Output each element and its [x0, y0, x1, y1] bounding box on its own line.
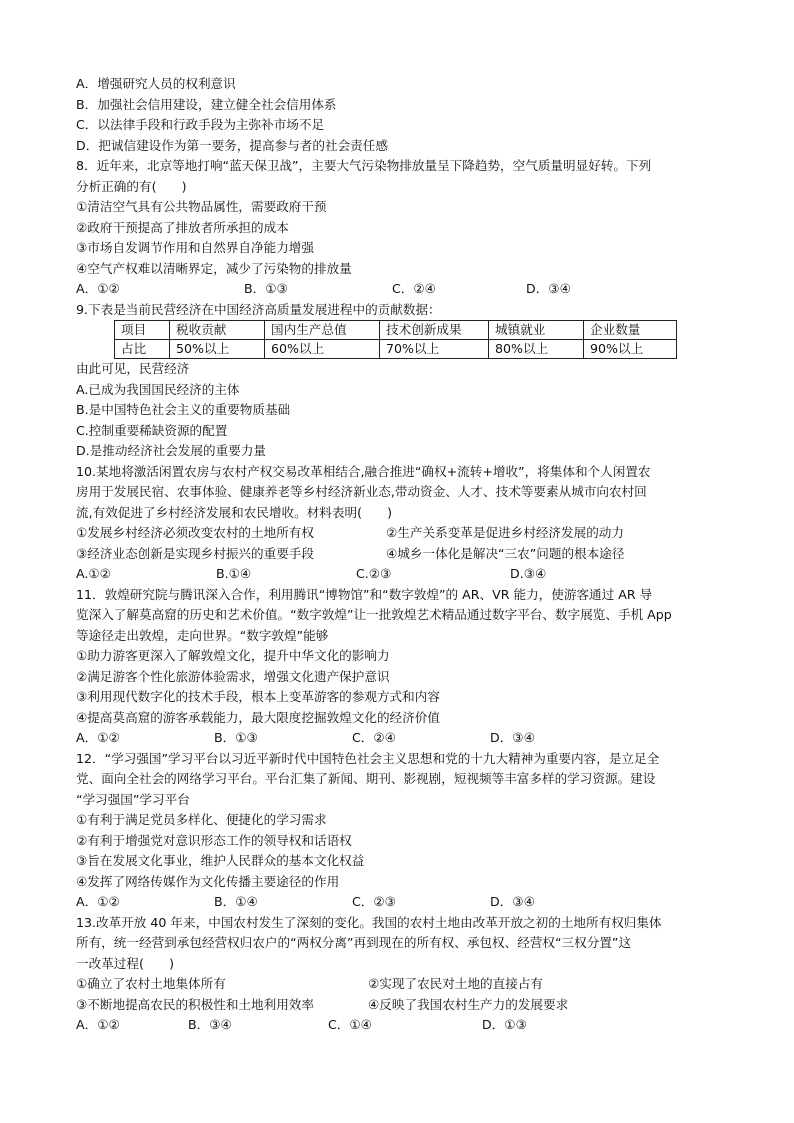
q11-option-d: D．③④ — [490, 730, 535, 745]
table-cell: 税收贡献 — [170, 321, 265, 340]
q7-option-c: C．以法律手段和行政手段为主弥补市场不足 — [76, 117, 325, 132]
q13-options — [76, 1015, 726, 1036]
q13-item-3: ③不断地提高农民的积极性和土地利用效率 — [76, 996, 314, 1012]
q13-items-row-2 — [76, 995, 726, 1016]
q12-option-a: A．①② — [76, 894, 120, 909]
q13-item-1: ①确立了农村土地集体所有 — [76, 976, 226, 991]
q8-item-4: ④空气产权难以清晰界定，减少了污染物的排放量 — [76, 260, 352, 276]
table-cell: 50%以上 — [170, 340, 265, 359]
q12-stem-line-1: 12．“学习强国”学习平台以习近平新时代中国特色社会主义思想和党的十九大精神为重要内容，是立足全 — [76, 750, 660, 766]
q10-item-3: ③经济业态创新是实现乡村振兴的重要手段 — [76, 545, 314, 561]
q12-option-c: C．②③ — [352, 894, 396, 909]
q10-items-row-1 — [76, 523, 726, 544]
q9-stem: 9.下表是当前民营经济在中国经济高质量发展进程中的贡献数据： — [76, 301, 441, 317]
q8-option-a: A．①② — [76, 281, 120, 296]
q9-lead: 由此可见，民营经济 — [76, 361, 190, 376]
q12-item-4: ④发挥了网络传媒作为文化传播主要途径的作用 — [76, 873, 340, 889]
q10-item-4: ④城乡一体化是解决“三农”问题的根本途径 — [386, 545, 625, 561]
q10-option-b: B.①④ — [216, 566, 252, 581]
q8-option-d: D．③④ — [526, 281, 571, 296]
q13-stem-line-1: 13.改革开放 40 年来，中国农村发生了深刻的变化。我国的农村土地由改革开放之初的土地所有权归集体 — [76, 914, 662, 930]
q10-option-c: C.②③ — [356, 566, 392, 581]
q8-stem-line-1: 8．近年来，北京等地打响“蓝天保卫战”，主要大气污染物排放量呈下降趋势，空气质量明显好转。下列 — [76, 158, 652, 173]
table-header-row — [115, 321, 677, 340]
q11-options — [76, 728, 726, 749]
q12-option-b: B．①④ — [214, 894, 258, 909]
table-cell: 城镇就业 — [489, 321, 584, 340]
q13-stem-line-2: 所有，统一经营到承包经营权归农户的“两权分离”再到现在的所有权、承包权、经营权“三权分置”这 — [76, 935, 632, 950]
table-cell: 国内生产总值 — [265, 321, 380, 340]
q9-table — [114, 320, 677, 359]
q12-stem-line-2: 党、面向全社会的网络学习平台。平台汇集了新闻、期刊、影视剧，短视频等丰富多样的学习资源。建设 — [76, 771, 656, 786]
q12-item-1: ①有利于满足党员多样化、便捷化的学习需求 — [76, 812, 327, 827]
q12-options — [76, 892, 726, 913]
q8-options — [76, 279, 726, 300]
q9-option-b: B.是中国特色社会主义的重要物质基础 — [76, 402, 291, 417]
q13-items-row-1 — [76, 974, 726, 995]
q11-stem-line-2: 览深入了解莫高窟的历史和艺术价值。“数字敦煌”让一批敦煌艺术精品通过数字平台、数字展览、手机 App — [76, 607, 672, 622]
q8-item-2: ②政府干预提高了排放者所承担的成本 — [76, 219, 289, 235]
q7-option-b: B．加强社会信用建设，建立健全社会信用体系 — [76, 96, 337, 112]
q8-stem-line-2: 分析正确的有( ) — [76, 178, 187, 194]
q13-option-d: D．①③ — [482, 1017, 527, 1032]
q10-stem-line-3: 流,有效促进了乡村经济发展和农民增收。材料表明( ) — [76, 504, 393, 520]
q9-option-c: C.控制重要稀缺资源的配置 — [76, 422, 228, 438]
q11-stem-line-3: 等途径走出敦煌，走向世界。“数字敦煌”能够 — [76, 627, 329, 643]
q10-item-1: ①发展乡村经济必须改变农村的土地所有权 — [76, 525, 314, 540]
q10-options — [76, 564, 726, 585]
table-cell: 企业数量 — [584, 321, 677, 340]
q13-item-2: ②实现了农民对土地的直接占有 — [368, 976, 544, 991]
exam-page — [76, 74, 726, 1036]
q11-option-a: A．①② — [76, 730, 120, 745]
q11-stem-line-1: 11．敦煌研究院与腾讯深入合作，利用腾讯“博物馆”和“数字敦煌”的 AR、VR 能力，使游客通过 AR 导 — [76, 586, 653, 602]
q10-stem-line-2: 房用于发展民宿、农事体验、健康养老等乡村经济新业态,带动资金、人才、技术等要素从城市向农村回 — [76, 484, 647, 499]
q13-item-4: ④反映了我国农村生产力的发展要求 — [368, 996, 569, 1012]
q13-option-c: C．①④ — [328, 1017, 372, 1032]
table-cell: 技术创新成果 — [380, 321, 489, 340]
q10-stem-line-1: 10.某地将激活闲置农房与农村产权交易改革相结合,融合推进“确权+流转+增收”，将集体和个人闲置农 — [76, 463, 651, 479]
table-cell: 60%以上 — [265, 340, 380, 359]
table-cell: 项目 — [115, 321, 170, 340]
q8-option-c: C．②④ — [392, 281, 436, 296]
q7-option-d: D．把诚信建设作为第一要务，提高参与者的社会责任感 — [76, 137, 388, 153]
q11-item-3: ③利用现代数字化的技术手段，根本上变革游客的参观方式和内容 — [76, 689, 440, 704]
table-cell: 70%以上 — [380, 340, 489, 359]
table-cell: 80%以上 — [489, 340, 584, 359]
q10-option-a: A.①② — [76, 566, 111, 581]
q7-option-a: A．增强研究人员的权利意识 — [76, 76, 236, 91]
q10-item-2: ②生产关系变革是促进乡村经济发展的动力 — [386, 525, 624, 540]
q11-option-b: B．①③ — [214, 730, 258, 745]
q12-item-2: ②有利于增强党对意识形态工作的领导权和话语权 — [76, 832, 352, 848]
table-cell: 90%以上 — [584, 340, 677, 359]
q10-option-d: D.③④ — [510, 566, 547, 581]
q11-item-1: ①助力游客更深入了解敦煌文化，提升中华文化的影响力 — [76, 648, 390, 663]
q11-item-4: ④提高莫高窟的游客承载能力，最大限度挖掘敦煌文化的经济价值 — [76, 709, 440, 725]
q9-option-d: D.是推动经济社会发展的重要力量 — [76, 443, 267, 458]
q8-option-b: B．①③ — [244, 281, 288, 296]
table-cell: 占比 — [115, 340, 170, 359]
q8-item-3: ③市场自发调节作用和自然界自净能力增强 — [76, 240, 314, 255]
table-row — [115, 340, 677, 359]
q13-stem-line-3: 一改革过程( ) — [76, 955, 174, 971]
q11-item-2: ②满足游客个性化旅游体验需求，增强文化遗产保护意识 — [76, 668, 390, 684]
q13-option-a: A．①② — [76, 1017, 120, 1032]
q12-item-3: ③旨在发展文化事业，维护人民群众的基本文化权益 — [76, 853, 365, 868]
q11-option-c: C．②④ — [352, 730, 396, 745]
q8-item-1: ①清洁空气具有公共物品属性，需要政府干预 — [76, 199, 327, 214]
q13-option-b: B．③④ — [188, 1017, 232, 1032]
q12-stem-line-3: “学习强国”学习平台 — [76, 791, 190, 807]
q12-option-d: D．③④ — [490, 894, 535, 909]
q9-option-a: A.已成为我国国民经济的主体 — [76, 381, 240, 397]
q10-items-row-2 — [76, 544, 726, 565]
